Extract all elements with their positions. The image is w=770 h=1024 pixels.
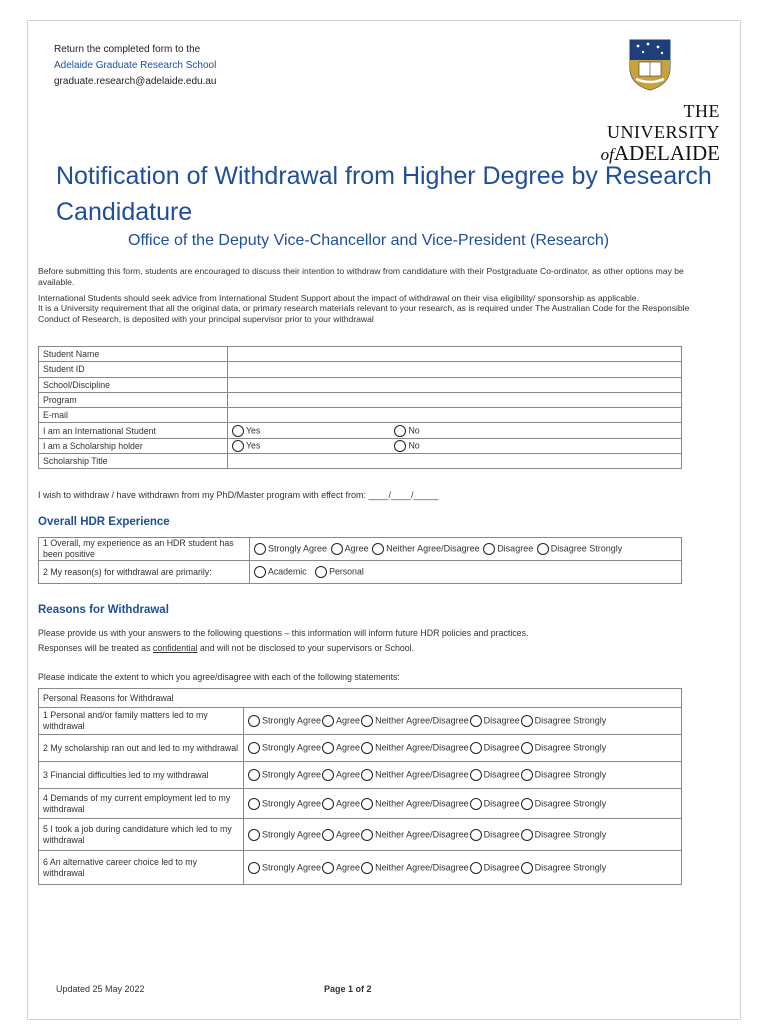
disagree-strongly-radio[interactable] [521, 742, 533, 754]
disagree-radio[interactable] [470, 715, 482, 727]
radio-label: Academic [268, 566, 307, 577]
table-row [39, 423, 682, 438]
likert-label: Strongly Agree [262, 797, 322, 808]
international-no-radio[interactable] [394, 425, 406, 437]
return-address [54, 42, 217, 90]
likert-options [244, 851, 682, 885]
likert-label: Disagree [483, 861, 520, 872]
field-label: Program [39, 392, 228, 407]
personal-radio[interactable] [315, 566, 327, 578]
likert-label: Agree [336, 715, 361, 726]
likert-options [244, 762, 682, 789]
table-row [39, 347, 682, 362]
disagree-strongly-radio[interactable] [521, 862, 533, 874]
statement-label: 3 Financial difficulties led to my withdrawal [39, 762, 244, 789]
neither-radio[interactable] [361, 742, 373, 754]
text-span: and will not be disclosed to your supervisors or School. [197, 643, 415, 653]
likert-label: Strongly Agree [262, 828, 322, 839]
radio-label: Yes [246, 440, 261, 451]
table-row [39, 762, 682, 789]
radio-label: No [408, 424, 420, 435]
likert-label: Disagree Strongly [534, 828, 607, 839]
university-crest-icon [628, 38, 672, 92]
table-row [39, 708, 682, 735]
table-row [39, 454, 682, 469]
likert-label: Strongly Agree [262, 742, 322, 753]
disagree-radio[interactable] [470, 862, 482, 874]
likert-label: Neither Agree/Disagree [375, 828, 469, 839]
intro-paragraph-2: International Students should seek advice from International Student Support about the impact of withdrawal on their visa eligibility/ sponsorship as applicable. [38, 292, 639, 303]
student-details-table [38, 346, 682, 469]
disagree-strongly-radio[interactable] [521, 715, 533, 727]
statement-label: 5 I took a job during candidature which led to my withdrawal [39, 819, 244, 851]
text-span: Responses will be treated as [38, 643, 153, 653]
likert-label: Strongly Agree [262, 769, 322, 780]
radio-label: No [408, 440, 420, 451]
likert-label: Disagree Strongly [534, 742, 607, 753]
email-field[interactable] [228, 408, 682, 423]
academic-radio[interactable] [254, 566, 266, 578]
likert-label: Disagree Strongly [534, 797, 607, 808]
table-row [39, 408, 682, 423]
likert-label: Agree [336, 828, 361, 839]
international-options [228, 423, 682, 438]
reason-options [250, 561, 682, 584]
likert-label: Disagree [497, 543, 534, 554]
page-total: 2 [366, 984, 372, 994]
page-number [324, 984, 372, 994]
disagree-radio[interactable] [470, 798, 482, 810]
table-row [39, 538, 682, 561]
withdraw-date-line[interactable]: I wish to withdraw / have withdrawn from my PhD/Master program with effect from: ____/____/_____ [38, 490, 439, 500]
likert-label: Disagree [483, 828, 520, 839]
table-row [39, 392, 682, 407]
table-row [39, 377, 682, 392]
likert-label: Disagree Strongly [534, 715, 607, 726]
statement-label: 1 Personal and/or family matters led to my withdrawal [39, 708, 244, 735]
strongly-agree-radio[interactable] [254, 543, 266, 555]
field-label: Student Name [39, 347, 228, 362]
return-email: graduate.research@adelaide.edu.au [54, 76, 217, 87]
likert-label: Agree [336, 797, 361, 808]
return-line: Return the completed form to the [54, 44, 201, 55]
overall-hdr-table [38, 537, 682, 584]
agree-radio[interactable] [322, 742, 334, 754]
likert-label: Disagree Strongly [534, 769, 607, 780]
question-label: 2 My reason(s) for withdrawal are primarily: [39, 561, 250, 584]
neither-radio[interactable] [361, 769, 373, 781]
agree-radio[interactable] [322, 829, 334, 841]
table-row [39, 789, 682, 819]
agree-radio[interactable] [322, 798, 334, 810]
likert-label: Neither Agree/Disagree [375, 797, 469, 808]
field-label: Scholarship Title [39, 454, 228, 469]
reasons-line-2 [38, 641, 718, 656]
likert-options [244, 789, 682, 819]
logo-adelaide: ADELAIDE [613, 141, 720, 165]
likert-label: Neither Agree/Disagree [375, 742, 469, 753]
page-current: 1 [348, 984, 354, 994]
likert-label: Neither Agree/Disagree [375, 715, 469, 726]
neither-radio[interactable] [361, 798, 373, 810]
likert-options [250, 538, 682, 561]
likert-label: Agree [336, 861, 361, 872]
likert-label: Neither Agree/Disagree [375, 769, 469, 780]
personal-reasons-table [38, 688, 682, 885]
scholarship-yes-radio[interactable] [232, 440, 244, 452]
disagree-strongly-radio[interactable] [537, 543, 549, 555]
likert-label: Disagree [483, 715, 520, 726]
disagree-radio[interactable] [470, 742, 482, 754]
table-row [39, 851, 682, 885]
likert-label: Agree [344, 543, 369, 554]
field-label: E-mail [39, 408, 228, 423]
likert-label: Neither Agree/Disagree [375, 861, 469, 872]
school-name: Adelaide Graduate Research School [54, 60, 217, 71]
overall-hdr-heading: Overall HDR Experience [38, 516, 170, 528]
question-label: 1 Overall, my experience as an HDR student has been positive [39, 538, 250, 561]
disagree-radio[interactable] [470, 829, 482, 841]
likert-label: Neither Agree/Disagree [386, 543, 480, 554]
likert-label: Agree [336, 769, 361, 780]
confidential-text: confidential [152, 643, 198, 653]
updated-date: Updated 25 May 2022 [56, 984, 145, 994]
likert-label: Disagree Strongly [534, 861, 607, 872]
likert-label: Strongly Agree [268, 543, 328, 554]
page-word: Page [324, 984, 349, 994]
likert-options [244, 735, 682, 762]
likert-options [244, 819, 682, 851]
strongly-agree-radio[interactable] [248, 769, 260, 781]
statement-label: 4 Demands of my current employment led to my withdrawal [39, 789, 244, 819]
likert-label: Disagree [483, 769, 520, 780]
table-row [39, 362, 682, 377]
radio-label: Personal [329, 566, 364, 577]
intro-paragraph-1: Before submitting this form, students are encouraged to discuss their intention to withdraw from candidature with their Postgraduate Co-ordinator, as other options may be available. [38, 266, 684, 287]
neither-radio[interactable] [361, 715, 373, 727]
scholarship-title-field[interactable] [228, 454, 682, 469]
disagree-radio[interactable] [470, 769, 482, 781]
scholarship-no-radio[interactable] [394, 440, 406, 452]
university-logo [580, 38, 720, 166]
reasons-text [38, 626, 718, 656]
page-of: of [353, 984, 367, 994]
student-id-field[interactable] [228, 362, 682, 377]
likert-options [244, 708, 682, 735]
likert-label: Disagree [483, 797, 520, 808]
indicate-text: Please indicate the extent to which you agree/disagree with each of the following statements: [38, 672, 400, 682]
likert-label: Disagree Strongly [550, 543, 623, 554]
intro-paragraph-3: It is a University requirement that all the original data, or primary research materials relevant to your research, as is required under The Australian Code for the Responsible Conduct of Research, is deposited with your principal supervisor prior to your withdrawal [38, 303, 690, 325]
reasons-heading: Reasons for Withdrawal [38, 604, 169, 616]
logo-of: of [600, 145, 614, 164]
disagree-strongly-radio[interactable] [521, 769, 533, 781]
international-yes-radio[interactable] [232, 425, 244, 437]
likert-label: Agree [336, 742, 361, 753]
table-row [39, 438, 682, 453]
table-row [39, 819, 682, 851]
table-header-row [39, 689, 682, 708]
field-label: I am a Scholarship holder [39, 438, 228, 453]
logo-line-1: THE UNIVERSITY [607, 101, 720, 142]
strongly-agree-radio[interactable] [248, 862, 260, 874]
agree-radio[interactable] [331, 543, 343, 555]
statement-label: 2 My scholarship ran out and led to my withdrawal [39, 735, 244, 762]
field-label: School/Discipline [39, 377, 228, 392]
form-title: Notification of Withdrawal from Higher Degree by Research Candidature [56, 162, 712, 226]
neither-radio[interactable] [372, 543, 384, 555]
scholarship-options [228, 438, 682, 453]
statement-label: 6 An alternative career choice led to my withdrawal [39, 851, 244, 885]
table-row [39, 561, 682, 584]
strongly-agree-radio[interactable] [248, 715, 260, 727]
strongly-agree-radio[interactable] [248, 742, 260, 754]
radio-label: Yes [246, 424, 261, 435]
field-label: I am an International Student [39, 423, 228, 438]
form-subtitle: Office of the Deputy Vice-Chancellor and Vice-President (Research) [128, 232, 610, 249]
school-discipline-field[interactable] [228, 377, 682, 392]
student-name-field[interactable] [228, 347, 682, 362]
intro-text [38, 266, 718, 330]
agree-radio[interactable] [322, 862, 334, 874]
table-heading: Personal Reasons for Withdrawal [39, 689, 682, 708]
disagree-strongly-radio[interactable] [521, 798, 533, 810]
table-row [39, 735, 682, 762]
strongly-agree-radio[interactable] [248, 829, 260, 841]
disagree-strongly-radio[interactable] [521, 829, 533, 841]
likert-label: Strongly Agree [262, 715, 322, 726]
neither-radio[interactable] [361, 862, 373, 874]
neither-radio[interactable] [361, 829, 373, 841]
agree-radio[interactable] [322, 715, 334, 727]
strongly-agree-radio[interactable] [248, 798, 260, 810]
program-field[interactable] [228, 392, 682, 407]
disagree-radio[interactable] [483, 543, 495, 555]
likert-label: Disagree [483, 742, 520, 753]
reasons-line-1: Please provide us with your answers to the following questions – this information will inform future HDR policies and practices. [38, 628, 529, 638]
field-label: Student ID [39, 362, 228, 377]
likert-label: Strongly Agree [262, 861, 322, 872]
agree-radio[interactable] [322, 769, 334, 781]
